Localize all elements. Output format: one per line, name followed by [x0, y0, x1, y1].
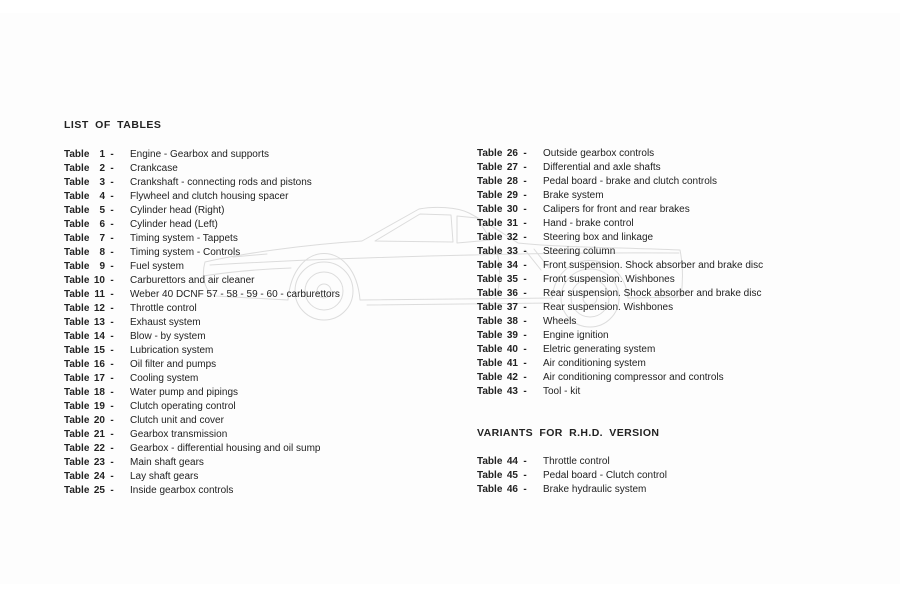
table-number: 23: [93, 457, 105, 468]
table-description: Cylinder head (Left): [130, 219, 218, 230]
separator-dash: -: [110, 149, 114, 160]
table-number: 42: [506, 372, 518, 383]
separator-dash: -: [110, 219, 114, 230]
separator-dash: -: [110, 275, 114, 286]
table-number: 39: [506, 330, 518, 341]
table-row: [64, 428, 340, 442]
table-description: Eletric generating system: [543, 344, 656, 355]
separator-dash: -: [110, 289, 114, 300]
separator-dash: -: [523, 330, 527, 341]
table-number: 26: [506, 148, 518, 159]
table-description: Cylinder head (Right): [130, 205, 225, 216]
table-row: [477, 469, 667, 483]
table-label: Table: [477, 246, 503, 257]
table-row: [477, 329, 763, 343]
table-description: Engine ignition: [543, 330, 609, 341]
table-number: 12: [93, 303, 105, 314]
table-label: Table: [64, 387, 90, 398]
table-row: [477, 455, 667, 469]
table-number: 41: [506, 358, 518, 369]
table-row: [64, 246, 340, 260]
table-description: Fuel system: [130, 261, 184, 272]
table-number: 19: [93, 401, 105, 412]
table-number: 45: [506, 470, 518, 481]
table-row: [64, 414, 340, 428]
table-label: Table: [64, 415, 90, 426]
separator-dash: -: [110, 471, 114, 482]
table-description: Crankshaft - connecting rods and pistons: [130, 177, 312, 188]
table-label: Table: [477, 176, 503, 187]
car-side-window-front: [375, 214, 453, 242]
table-label: Table: [64, 149, 90, 160]
table-label: Table: [477, 386, 503, 397]
table-description: Crankcase: [130, 163, 178, 174]
table-label: Table: [64, 443, 90, 454]
table-row: [64, 400, 340, 414]
table-label: Table: [477, 372, 503, 383]
table-number: 8: [99, 247, 105, 258]
separator-dash: -: [523, 470, 527, 481]
table-description: Wheels: [543, 316, 577, 327]
table-description: Brake hydraulic system: [543, 484, 647, 495]
separator-dash: -: [523, 302, 527, 313]
table-label: Table: [64, 233, 90, 244]
table-description: Differential and axle shafts: [543, 162, 661, 173]
variants-section-title: VARIANTS FOR R.H.D. VERSION: [477, 427, 660, 439]
table-row: [64, 288, 340, 302]
table-row: [64, 162, 340, 176]
table-row: [477, 287, 763, 301]
separator-dash: -: [110, 415, 114, 426]
table-number: 18: [93, 387, 105, 398]
table-description: Hand - brake control: [543, 218, 634, 229]
variants-tables-column: [477, 455, 667, 497]
separator-dash: -: [110, 429, 114, 440]
separator-dash: -: [110, 177, 114, 188]
table-row: [64, 344, 340, 358]
table-description: Outside gearbox controls: [543, 148, 655, 159]
table-label: Table: [64, 359, 90, 370]
table-row: [64, 470, 340, 484]
table-description: Flywheel and clutch housing spacer: [130, 191, 289, 202]
table-description: Front suspension. Shock absorber and brake disc: [543, 260, 764, 271]
table-number: 16: [93, 359, 105, 370]
separator-dash: -: [523, 190, 527, 201]
table-number: 17: [93, 373, 105, 384]
table-row: [64, 330, 340, 344]
table-row: [64, 386, 340, 400]
separator-dash: -: [523, 162, 527, 173]
separator-dash: -: [110, 205, 114, 216]
table-number: 10: [93, 275, 105, 286]
table-row: [64, 316, 340, 330]
table-description: Clutch operating control: [130, 401, 236, 412]
table-number: 44: [506, 456, 518, 467]
table-description: Air conditioning compressor and controls: [543, 372, 724, 383]
table-number: 31: [506, 218, 518, 229]
table-row: [477, 175, 763, 189]
table-number: 32: [506, 232, 518, 243]
table-label: Table: [477, 358, 503, 369]
separator-dash: -: [110, 443, 114, 454]
table-description: Carburettors and air cleaner: [130, 275, 255, 286]
separator-dash: -: [110, 317, 114, 328]
table-description: Timing system - Controls: [130, 247, 241, 258]
table-description: Clutch unit and cover: [130, 415, 224, 426]
tables-column-left: [64, 148, 340, 498]
table-description: Rear suspension. Shock absorber and brake disc: [543, 288, 762, 299]
table-row: [64, 274, 340, 288]
table-label: Table: [64, 205, 90, 216]
table-label: Table: [477, 274, 503, 285]
table-number: 25: [93, 485, 105, 496]
table-number: 30: [506, 204, 518, 215]
table-label: Table: [477, 260, 503, 271]
table-row: [477, 385, 763, 399]
table-number: 13: [93, 317, 105, 328]
table-label: Table: [64, 163, 90, 174]
table-description: Brake system: [543, 190, 604, 201]
table-row: [477, 273, 763, 287]
table-number: 3: [99, 177, 105, 188]
tables-column-right: [477, 147, 763, 399]
table-label: Table: [64, 219, 90, 230]
table-label: Table: [64, 261, 90, 272]
table-row: [64, 358, 340, 372]
separator-dash: -: [110, 233, 114, 244]
table-row: [64, 190, 340, 204]
table-description: Steering box and linkage: [543, 232, 654, 243]
table-label: Table: [477, 316, 503, 327]
table-row: [477, 231, 763, 245]
separator-dash: -: [110, 359, 114, 370]
table-number: 22: [93, 443, 105, 454]
table-description: Gearbox transmission: [130, 429, 228, 440]
table-row: [64, 176, 340, 190]
table-number: 37: [506, 302, 518, 313]
table-label: Table: [64, 401, 90, 412]
table-row: [64, 456, 340, 470]
table-number: 43: [506, 386, 518, 397]
table-description: Front suspension. Wishbones: [543, 274, 675, 285]
table-number: 21: [93, 429, 105, 440]
separator-dash: -: [523, 344, 527, 355]
separator-dash: -: [523, 316, 527, 327]
separator-dash: -: [523, 204, 527, 215]
table-description: Pedal board - Clutch control: [543, 470, 667, 481]
table-description: Steering column: [543, 246, 616, 257]
table-label: Table: [477, 330, 503, 341]
separator-dash: -: [523, 176, 527, 187]
separator-dash: -: [110, 191, 114, 202]
separator-dash: -: [110, 485, 114, 496]
separator-dash: -: [523, 246, 527, 257]
table-row: [477, 161, 763, 175]
table-label: Table: [64, 177, 90, 188]
table-label: Table: [477, 148, 503, 159]
table-row: [477, 301, 763, 315]
table-label: Table: [477, 190, 503, 201]
separator-dash: -: [110, 457, 114, 468]
table-description: Rear suspension. Wishbones: [543, 302, 674, 313]
table-row: [477, 217, 763, 231]
separator-dash: -: [523, 372, 527, 383]
table-row: [64, 204, 340, 218]
table-number: 2: [99, 163, 105, 174]
table-label: Table: [477, 204, 503, 215]
table-number: 36: [506, 288, 518, 299]
table-label: Table: [64, 317, 90, 328]
table-description: Throttle control: [130, 303, 197, 314]
table-number: 1: [99, 149, 105, 160]
table-row: [64, 232, 340, 246]
table-label: Table: [477, 302, 503, 313]
separator-dash: -: [110, 373, 114, 384]
table-number: 24: [93, 471, 105, 482]
separator-dash: -: [110, 331, 114, 342]
table-number: 9: [99, 261, 105, 272]
table-number: 28: [506, 176, 518, 187]
table-label: Table: [64, 289, 90, 300]
table-row: [64, 302, 340, 316]
table-row: [477, 371, 763, 385]
separator-dash: -: [523, 484, 527, 495]
table-description: Water pump and pipings: [130, 387, 239, 398]
separator-dash: -: [523, 456, 527, 467]
table-label: Table: [64, 247, 90, 258]
table-row: [477, 203, 763, 217]
table-row: [64, 442, 340, 456]
separator-dash: -: [523, 148, 527, 159]
table-label: Table: [64, 191, 90, 202]
table-description: Gearbox - differential housing and oil sump: [130, 443, 321, 454]
table-label: Table: [477, 218, 503, 229]
table-number: 7: [99, 233, 105, 244]
separator-dash: -: [523, 274, 527, 285]
page-title: LIST OF TABLES: [64, 119, 162, 131]
table-label: Table: [477, 344, 503, 355]
table-description: Air conditioning system: [543, 358, 646, 369]
table-description: Lay shaft gears: [130, 471, 199, 482]
table-number: 33: [506, 246, 518, 257]
table-number: 34: [506, 260, 518, 271]
table-label: Table: [64, 373, 90, 384]
separator-dash: -: [523, 288, 527, 299]
table-description: Timing system - Tappets: [130, 233, 238, 244]
table-label: Table: [64, 275, 90, 286]
table-description: Tool - kit: [543, 386, 581, 397]
table-row: [477, 259, 763, 273]
separator-dash: -: [523, 358, 527, 369]
separator-dash: -: [110, 261, 114, 272]
separator-dash: -: [110, 163, 114, 174]
table-description: Throttle control: [543, 456, 610, 467]
table-description: Blow - by system: [130, 331, 206, 342]
table-label: Table: [477, 232, 503, 243]
table-row: [64, 218, 340, 232]
table-number: 6: [99, 219, 105, 230]
table-description: Weber 40 DCNF 57 - 58 - 59 - 60 - carburettors: [130, 289, 340, 300]
table-row: [477, 189, 763, 203]
table-number: 35: [506, 274, 518, 285]
table-description: Exhaust system: [130, 317, 201, 328]
table-number: 40: [506, 344, 518, 355]
separator-dash: -: [110, 247, 114, 258]
table-row: [64, 372, 340, 386]
table-row: [64, 260, 340, 274]
table-number: 11: [94, 289, 105, 300]
scan-edge-top: [0, 0, 900, 13]
table-number: 38: [506, 316, 518, 327]
table-label: Table: [64, 471, 90, 482]
separator-dash: -: [523, 260, 527, 271]
table-label: Table: [64, 345, 90, 356]
table-description: Engine - Gearbox and supports: [130, 149, 269, 160]
table-label: Table: [64, 457, 90, 468]
table-number: 27: [506, 162, 518, 173]
table-label: Table: [477, 484, 503, 495]
table-number: 14: [93, 331, 105, 342]
table-label: Table: [477, 162, 503, 173]
table-description: Pedal board - brake and clutch controls: [543, 176, 717, 187]
table-number: 5: [99, 205, 105, 216]
scan-edge-bottom: [0, 584, 900, 597]
separator-dash: -: [110, 345, 114, 356]
table-number: 4: [99, 191, 105, 202]
separator-dash: -: [523, 232, 527, 243]
table-number: 29: [506, 190, 518, 201]
table-label: Table: [64, 485, 90, 496]
separator-dash: -: [110, 303, 114, 314]
separator-dash: -: [523, 386, 527, 397]
table-label: Table: [64, 331, 90, 342]
table-row: [477, 245, 763, 259]
separator-dash: -: [523, 218, 527, 229]
table-row: [477, 357, 763, 371]
separator-dash: -: [110, 387, 114, 398]
table-number: 15: [93, 345, 105, 356]
table-label: Table: [477, 288, 503, 299]
table-row: [477, 483, 667, 497]
table-description: Main shaft gears: [130, 457, 204, 468]
table-description: Inside gearbox controls: [130, 485, 234, 496]
table-row: [64, 148, 340, 162]
table-label: Table: [64, 429, 90, 440]
table-number: 46: [506, 484, 518, 495]
table-row: [477, 315, 763, 329]
table-description: Calipers for front and rear brakes: [543, 204, 690, 215]
table-number: 20: [93, 415, 105, 426]
table-row: [477, 343, 763, 357]
table-label: Table: [64, 303, 90, 314]
table-row: [64, 484, 340, 498]
separator-dash: -: [110, 401, 114, 412]
table-label: Table: [477, 470, 503, 481]
table-row: [477, 147, 763, 161]
table-label: Table: [477, 456, 503, 467]
table-description: Lubrication system: [130, 345, 214, 356]
table-description: Cooling system: [130, 373, 199, 384]
table-description: Oil filter and pumps: [130, 359, 217, 370]
